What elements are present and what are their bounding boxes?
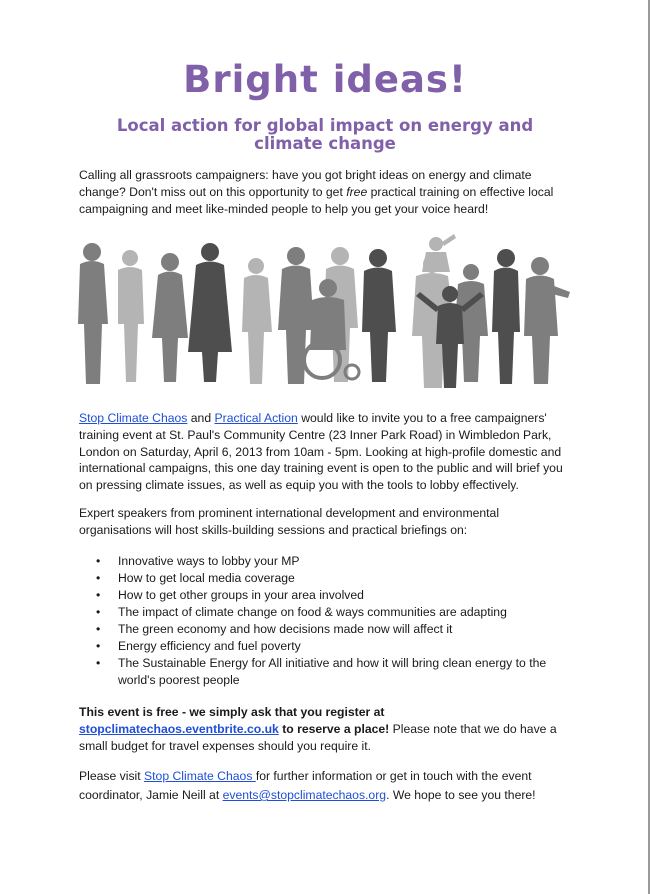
bullet-icon: • <box>96 554 101 568</box>
list-item: • The green economy and how decisions made now will affect it <box>96 622 453 636</box>
page-subtitle: Local action for global impact on energy and climate change <box>116 116 534 153</box>
bullet-icon: • <box>96 571 101 585</box>
bullet-icon: • <box>96 605 101 619</box>
bullet-icon: • <box>96 656 101 670</box>
bullet-icon: • <box>96 588 101 602</box>
registration-paragraph: This event is free - we simply ask that you register at stopclimatechaos.eventbrite.co.uk to reserve a place! Please note that we do have a small budget for travel expenses should you require it. <box>79 705 557 753</box>
stop-climate-chaos-link[interactable]: Stop Climate Chaos <box>79 411 188 425</box>
list-item: • How to get other groups in your area involved <box>96 588 364 602</box>
page-title: Bright ideas! <box>183 58 467 101</box>
expert-paragraph: Expert speakers from prominent international development and environmental organisations will host skills-building sessions and practical briefings on: <box>79 506 500 537</box>
eventbrite-link[interactable]: stopclimatechaos.eventbrite.co.uk <box>79 721 279 736</box>
intro-paragraph: Calling all grassroots campaigners: have you got bright ideas on energy and climate change? Don't miss out on this opportunity to get free practical training on effective local campaigning and meet like-minded people to help you get your voice heard! <box>79 168 554 216</box>
list-item: • The impact of climate change on food & ways communities are adapting <box>96 605 507 619</box>
contact-paragraph: Please visit Stop Climate Chaos for further information or get in touch with the event coordinator, Jamie Neill at events@stopclimatechaos.org. We hope to see you there! <box>79 769 536 802</box>
bullet-icon: • <box>96 622 101 636</box>
list-item: • How to get local media coverage <box>96 571 295 585</box>
bullet-icon: • <box>96 639 101 653</box>
list-item: • Energy efficiency and fuel poverty <box>96 639 301 653</box>
crowd-silhouettes-illustration <box>78 232 572 392</box>
invite-paragraph: Stop Climate Chaos and Practical Action would like to invite you to a free campaigners' training event at St. Paul's Community Centre (23 Inner Park Road) in Wimbledon Park, London on Saturday, April 6, 2013 from 10am - 5pm. Looking at high-profile domestic and international campaigns, this one day training event is open to the public and will brief you on pressing climate issues, as well as equip you with the tools to lobby effectively. <box>79 411 563 493</box>
list-item: • Innovative ways to lobby your MP <box>96 554 300 568</box>
list-item: • The Sustainable Energy for All initiative and how it will bring clean energy to the world's poorest people <box>96 656 547 687</box>
topics-list <box>96 553 576 689</box>
events-email-link[interactable]: events@stopclimatechaos.org <box>222 788 387 802</box>
practical-action-link[interactable]: Practical Action <box>214 411 298 425</box>
emphasis-free: free <box>346 184 368 199</box>
stop-climate-chaos-visit-link[interactable]: Stop Climate Chaos <box>144 769 256 783</box>
